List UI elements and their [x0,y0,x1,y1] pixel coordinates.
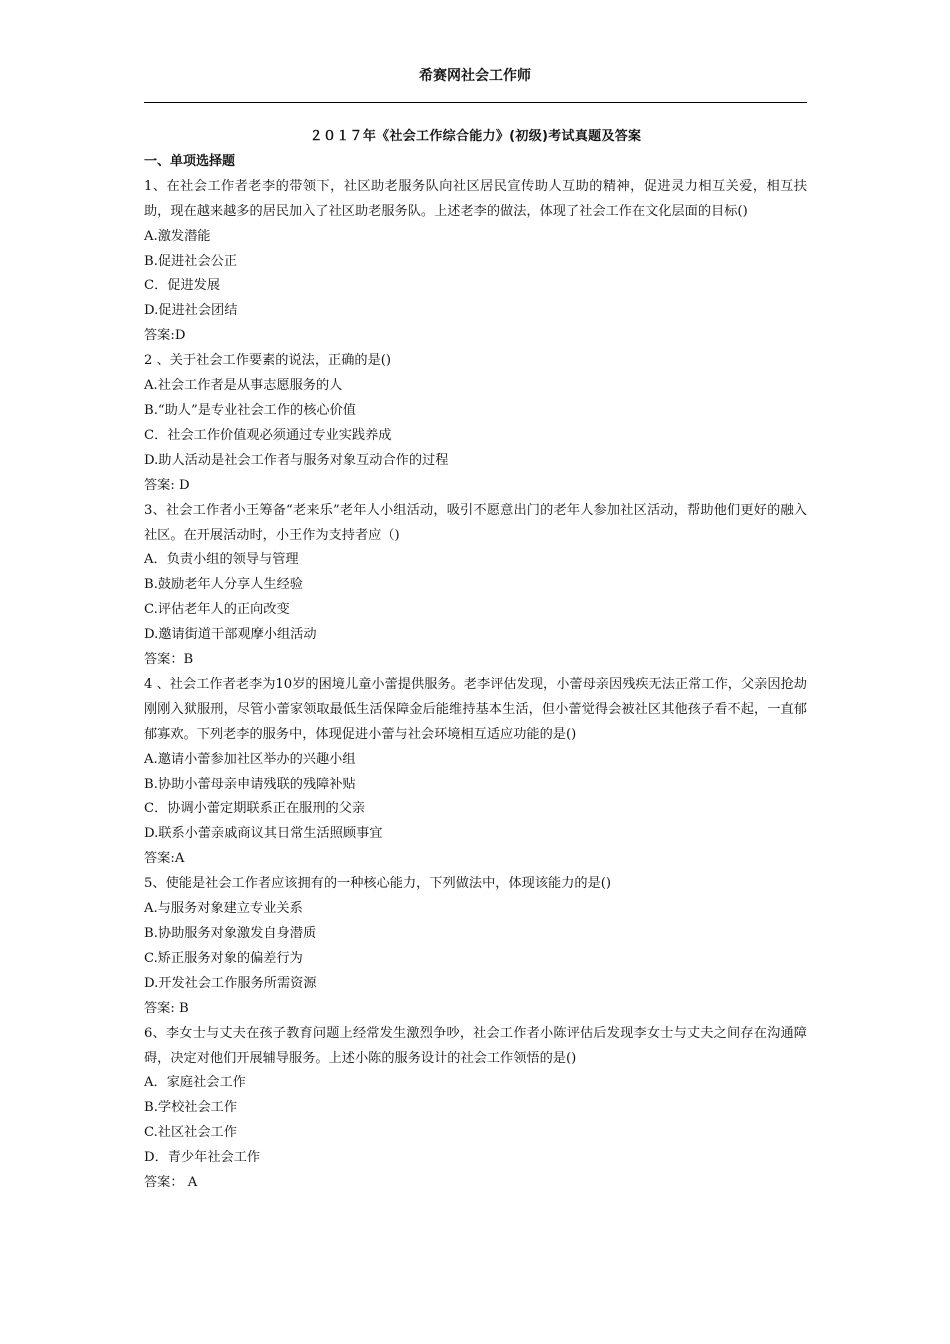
question-2 [144,349,807,498]
option-d: D.促进社会团结 [144,303,238,319]
answer: 答案: B [144,1000,189,1016]
option-a: A.邀请小蕾参加社区举办的兴趣小组 [144,751,356,767]
option-b: B.协助小蕾母亲申请残联的残障补贴 [144,776,356,792]
question-1 [144,175,807,349]
question-stem: 6、李女士与丈夫在孩子教育问题上经常发生激烈争吵，社会工作者小陈评估后发现李女士与丈夫之间存在沟通障碍，决定对他们开展辅导服务。上述小陈的服务设计的社会工作领悟的是() [144,1025,807,1066]
section-heading: 一、单项选择题 [144,153,236,169]
option-c: C．促进发展 [144,278,221,294]
option-b: B.鼓励老年人分享人生经验 [144,577,303,593]
question-5 [144,872,807,1021]
document-title: ２０１７年《社会工作综合能力》(初级)考试真题及答案 [309,129,642,144]
option-d: D.邀请街道干部观摩小组活动 [144,627,317,643]
question-stem: 4 、社会工作者老李为10岁的困境儿童小蕾提供服务。老李评估发现，小蕾母亲因残疾无法正常工作，父亲因抢劫刚刚入狱服刑，尽管小蕾家领取最低生活保障金后能维持基本生活，但小蕾觉得会被社区其他孩子看不起，一直郁郁寡欢。下列老李的服务中，体现促进小蕾与社会环境相互适应功能的是() [144,676,807,742]
question-stem: 5、使能是社会工作者应该拥有的一种核心能力，下列做法中，体现该能力的是() [144,876,612,892]
option-b: B.协助服务对象激发自身潜质 [144,926,317,941]
answer: 答案: D [144,477,190,493]
option-a: A.激发潜能 [144,228,211,244]
option-d: D.联系小蕾亲戚商议其日常生活照顾事宜 [144,826,383,842]
document-body [144,125,807,1196]
option-d: D.助人活动是社会工作者与服务对象互动合作的过程 [144,452,449,468]
option-c: C．社会工作价值观必须通过专业实践养成 [144,427,392,443]
question-3 [144,499,807,673]
option-a: A．负责小组的领导与管理 [144,552,299,568]
answer: 答案:D [144,328,186,344]
option-b: B.学校社会工作 [144,1100,238,1116]
option-b: B.促进社会公正 [144,253,238,269]
question-stem: 2 、关于社会工作要素的说法，正确的是() [144,353,392,369]
answer: 答案:A [144,851,185,867]
option-c: C.评估老年人的正向改变 [144,602,290,618]
question-stem: 1、在社会工作者老李的带领下，社区助老服务队向社区居民宣传助人互助的精神，促进灵力相互关爱，相互扶助，现在越来越多的居民加入了社区助老服务队。上述老李的做法，体现了社会工作在文化层面的目标() [144,178,807,219]
question-6 [144,1022,807,1196]
option-c: C.社区社会工作 [144,1125,237,1141]
option-c: C．协调小蕾定期联系正在服刑的父亲 [144,801,366,817]
question-stem: 3、社会工作者小王筹备“老来乐”老年人小组活动，吸引不愿意出门的老年人参加社区活动，帮助他们更好的融入社区。在开展活动时，小王作为支持者应（) [144,502,807,543]
option-c: C.矫正服务对象的偏差行为 [144,950,303,966]
option-a: A．家庭社会工作 [144,1075,246,1091]
page-header-title: 希赛网社会工作师 [419,68,531,84]
option-a: A.与服务对象建立专业关系 [144,901,303,917]
option-d: D．青少年社会工作 [144,1150,261,1166]
option-a: A.社会工作者是从事志愿服务的人 [144,378,343,394]
question-4 [144,673,807,872]
answer: 答案：B [144,652,194,668]
header-divider [144,102,807,103]
option-b: B.“助人”是专业社会工作的核心价值 [144,402,356,418]
answer: 答案： A [144,1175,198,1191]
option-d: D.开发社会工作服务所需资源 [144,975,317,991]
